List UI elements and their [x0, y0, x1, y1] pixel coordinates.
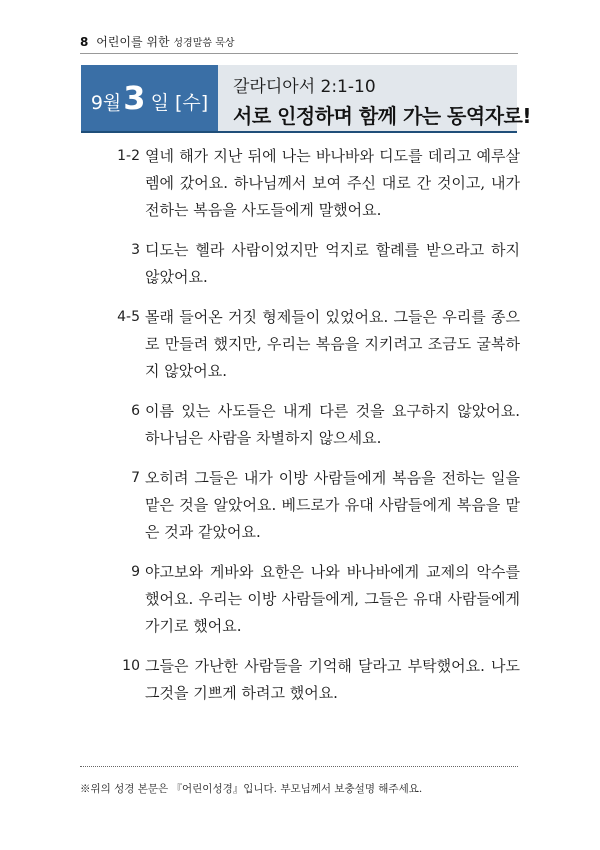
verse-number: 10	[122, 658, 140, 674]
verse-item	[100, 304, 520, 385]
lesson-title: 서로 인정하며 함께 가는 동역자로!	[233, 104, 531, 128]
date-month: 9월	[90, 91, 122, 114]
footnote: ※위의 성경 본문은 『어린이성경』입니다. 부모님께서 보충설명 해주세요.	[80, 783, 423, 795]
verse-number: 6	[131, 403, 140, 419]
verse-number: 1-2	[117, 148, 140, 164]
verse-text: 이름 있는 사도들은 내게 다른 것을 요구하지 않았어요. 하나님은 사람을 차별하지 않으세요.	[145, 402, 520, 447]
verse-list	[100, 143, 520, 720]
page-number: 8	[80, 35, 89, 49]
verse-number: 4-5	[117, 309, 140, 325]
verse-item	[100, 398, 520, 452]
verse-number: 9	[131, 564, 140, 580]
header-divider	[80, 53, 518, 54]
verse-text: 그들은 가난한 사람들을 기억해 달라고 부탁했어요. 나도 그것을 기쁘게 하려고 했어요.	[145, 657, 520, 702]
book-title: 어린이를 위한	[96, 35, 170, 49]
date-banner	[81, 65, 531, 133]
verse-text: 오히려 그들은 내가 이방 사람들에게 복음을 전하는 일을 맡은 것을 알았어요. 베드로가 유대 사람들에게 복음을 맡은 것과 같았어요.	[145, 469, 520, 541]
verse-number: 3	[131, 242, 140, 258]
title-block	[233, 72, 531, 129]
verse-text: 열네 해가 지난 뒤에 나는 바나바와 디도를 데리고 예루살렘에 갔어요. 하나님께서 보여 주신 대로 간 것이고, 내가 전하는 복음을 사도들에게 말했어요.	[145, 147, 520, 219]
verse-text: 야고보와 게바와 요한은 나와 바나바에게 교제의 악수를 했어요. 우리는 이방 사람들에게, 그들은 유대 사람들에게 가기로 했어요.	[145, 563, 520, 635]
date-weekday: 일 [수]	[150, 91, 209, 114]
date-badge	[81, 65, 218, 131]
verse-text: 디도는 헬라 사람이었지만 억지로 할례를 받으라고 하지 않았어요.	[145, 241, 520, 286]
scripture-reference: 갈라디아서 2:1-10	[233, 77, 376, 97]
book-subtitle: 성경말씀 묵상	[173, 38, 235, 49]
verse-item	[100, 237, 520, 291]
verse-item	[100, 559, 520, 640]
running-header	[80, 33, 235, 50]
date-day: 3	[123, 79, 146, 117]
verse-item	[100, 143, 520, 224]
verse-item	[100, 653, 520, 707]
verse-item	[100, 465, 520, 546]
footer-divider	[80, 766, 518, 767]
verse-number: 7	[131, 470, 140, 486]
verse-text: 몰래 들어온 거짓 형제들이 있었어요. 그들은 우리를 종으로 만들려 했지만, 우리는 복음을 지키려고 조금도 굴복하지 않았어요.	[145, 308, 520, 380]
